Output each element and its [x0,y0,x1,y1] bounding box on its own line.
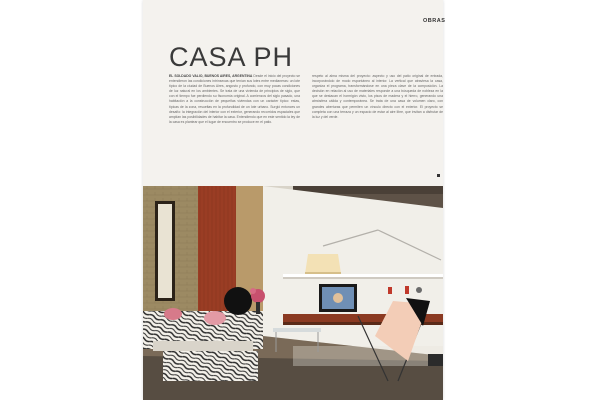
magazine-page [143,0,446,400]
article-column-2: respeto al alma misma del proyecto: aspecto y uso del patio original de entrada, incorporándolo de modo espontáneo al interior. La vertical que atraviesa la casa, organiza el programa, transformándose en una pieza clave de la composición. La decisión en relación al uso de materiales responde a una búsqueda de nobleza en la que se destacan el hormigón visto, los pisos de madera y el hierro, generando una atmósfera cálida y contemporánea. Se trata de una casa de volumen claro, con grandes aberturas que permiten un vínculo directo con el exterior. El proyecto se completa con una terraza y un espacio de estar al aire libre, que invitan a disfrutar de la luz y del verde. [312,74,443,119]
interior-photo [143,186,443,400]
article-title: CASA PH [169,42,294,72]
article-column-1-text: Desde el inicio del proyecto se entendieron las condiciones intrínsecas que tenían sus lotes entre medianeras: un lote típico de la ciudad de Buenos Aires, angosto y profundo, con muy pocas condiciones de luz natural en los ambientes. Se trata de una vivienda de principios de siglo, que con el tiempo fue perdiendo su fisonomía original. A comienzos del siglo pasado, una habitación a la construcción de pequeñas viviendas con un carácter típico: estas, típicas de la zona, resueltas en la profundidad de un lote urbano. Surgió entonces un desafío: la integración del interior con el exterior, generando recorridos espaciales que amplían las posibilidades de habitar la casa. Entendiendo que en este sentido la ley de la casa es plantear que el lugar de encuentro se produce en el patio. [169,74,300,124]
end-mark [437,174,440,177]
article-column-1 [169,74,300,178]
article-lead: EL SOLDADO VALIO, BUENOS AIRES, ARGENTINA [169,74,253,78]
section-tag: OBRAS [423,18,446,24]
